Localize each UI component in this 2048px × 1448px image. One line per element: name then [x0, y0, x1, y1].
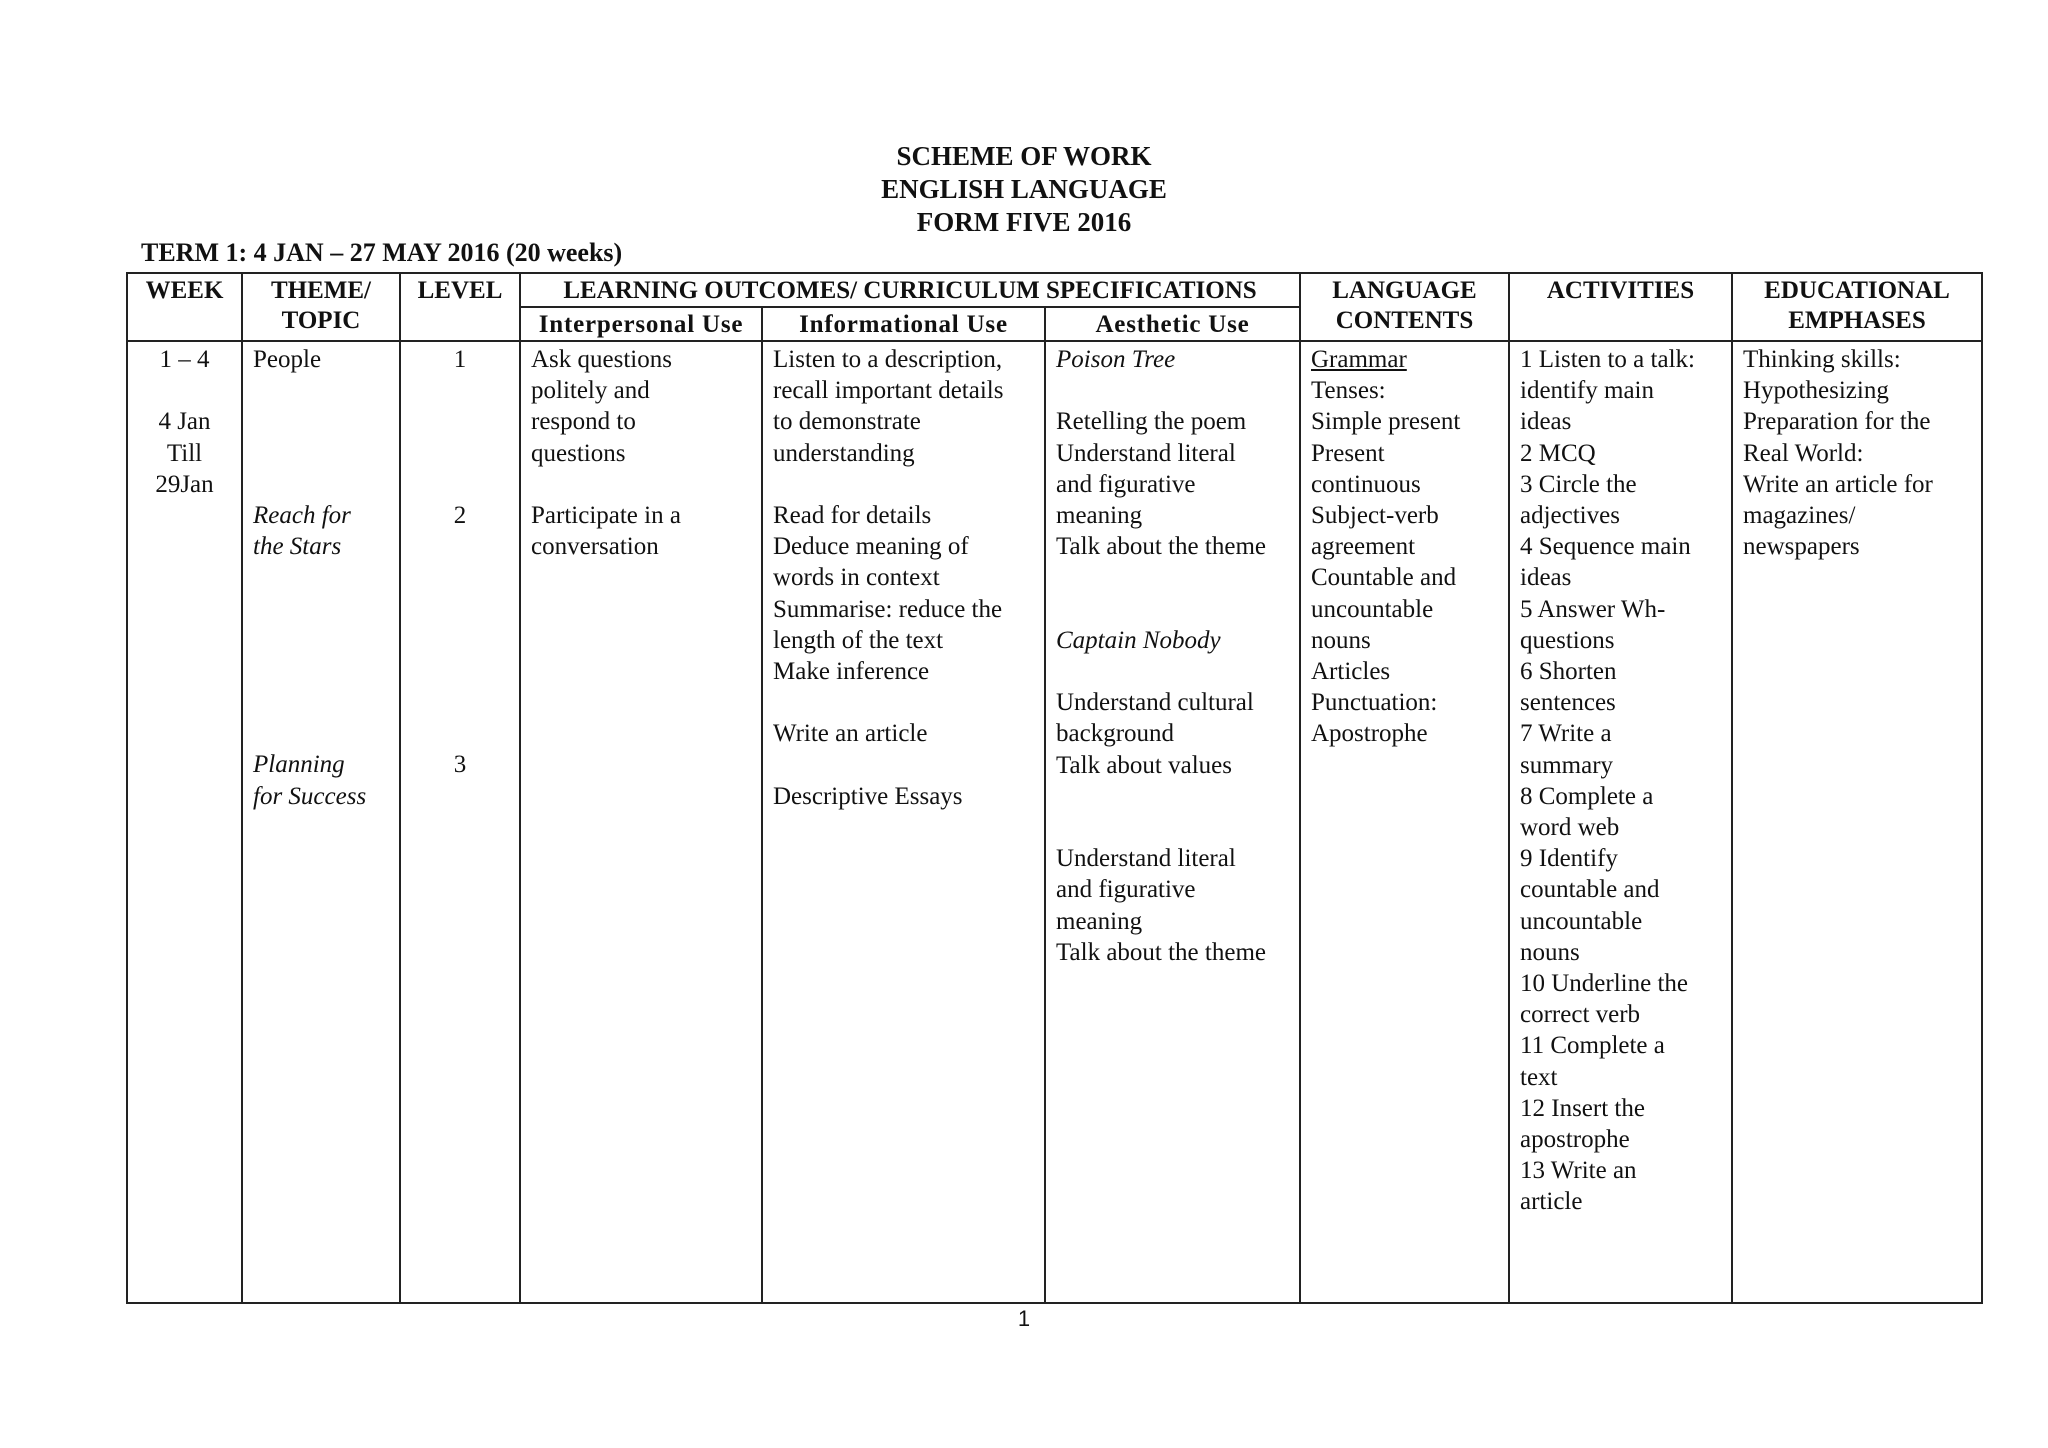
header-theme-topic: THEME/ TOPIC [242, 273, 400, 341]
topic-planning-for-success: Planning [253, 751, 345, 779]
language-contents-cell: Grammar Tenses: Simple present Present continuous Subject-verb agreement Countable and uncountable nouns Articles Punctuation: Apostrophe [1300, 341, 1509, 1303]
level-3: 3 [453, 751, 467, 779]
topic-reach-for-the-stars: Reach for [253, 501, 351, 529]
header-level: LEVEL [400, 273, 520, 341]
aesthetic-cell: Poison Tree Retelling the poem Understand literal and figurative meaning Talk about the theme Captain Nobody Understand cultural background Talk about values Understand literal and figurative meaning Talk about the theme [1045, 341, 1300, 1303]
header-learning-outcomes: LEARNING OUTCOMES/ CURRICULUM SPECIFICATIONS [520, 273, 1300, 307]
educational-emphases-cell: Thinking skills: Hypothesizing Preparation for the Real World: Write an article for magazines/ newspapers [1732, 341, 1982, 1303]
novel-title-captain-nobody: Captain Nobody [1056, 626, 1221, 654]
level-2: 2 [453, 501, 467, 529]
topic-people: People [253, 346, 322, 373]
level-1: 1 [453, 346, 467, 373]
header-interpersonal-use: Interpersonal Use [520, 307, 762, 341]
header-language-contents: LANGUAGE CONTENTS [1300, 273, 1509, 341]
week-cell: 1 – 4 4 Jan Till 29Jan [127, 341, 242, 1303]
header-activities: ACTIVITIES [1509, 273, 1732, 341]
scheme-of-work-table [126, 272, 1983, 1304]
subject-title: ENGLISH LANGUAGE [881, 174, 1167, 204]
header-week: WEEK [127, 273, 242, 341]
header-educational-emphases: EDUCATIONAL EMPHASES [1732, 273, 1982, 341]
header-aesthetic-use: Aesthetic Use [1045, 307, 1300, 341]
page-number: 1 [1017, 1306, 1031, 1331]
table-row [127, 341, 1982, 1303]
interpersonal-cell: Ask questions politely and respond to questions Participate in a conversation [520, 341, 762, 1303]
theme-cell: People Reach for the Stars Planning for Success [242, 341, 400, 1303]
level-cell [400, 341, 520, 1303]
document-title-block [0, 140, 2048, 239]
document-title: SCHEME OF WORK [896, 141, 1152, 171]
header-informational-use: Informational Use [762, 307, 1045, 341]
grammar-heading: Grammar [1311, 346, 1407, 373]
form-year-title: FORM FIVE 2016 [916, 207, 1132, 237]
informational-cell: Listen to a description, recall important details to demonstrate understanding Read for details Deduce meaning of words in context Summarise: reduce the length of the text Make inference Write an article Descriptive Essays [762, 341, 1045, 1303]
term-heading: TERM 1: 4 JAN – 27 MAY 2016 (20 weeks) [141, 238, 623, 267]
activities-cell: 1 Listen to a talk: identify main ideas 2 MCQ 3 Circle the adjectives 4 Sequence main ideas 5 Answer Wh- questions 6 Shorten sentences 7 Write a summary 8 Complete a word web 9 Identify countable and uncountable nouns 10 Underline the correct verb 11 Complete a text 12 Insert the apostrophe 13 Write an article [1509, 341, 1732, 1303]
poem-title-poison-tree: Poison Tree [1056, 346, 1176, 373]
